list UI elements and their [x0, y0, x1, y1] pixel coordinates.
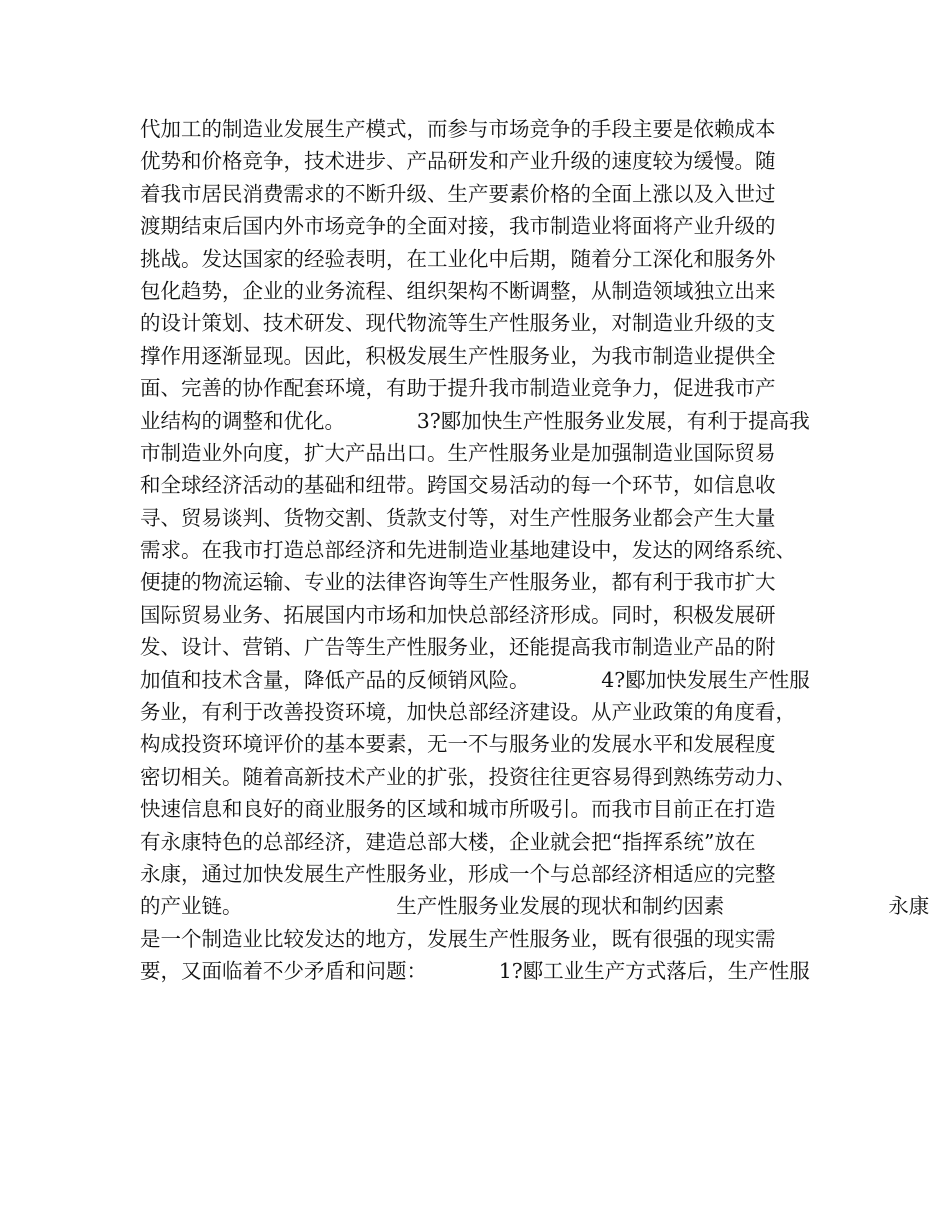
body-text [140, 113, 930, 988]
text-line: 挑战。发达国家的经验表明，在工业化中后期，随着分工深化和服务外 [140, 246, 776, 271]
text-line: 构成投资环境评价的基本要素，无一不与服务业的发展水平和发展程度 [140, 732, 776, 757]
text-line: 的设计策划、技术研发、现代物流等生产性服务业，对制造业升级的支 [140, 311, 776, 336]
text-line: 着我市居民消费需求的不断升级、生产要素价格的全面上涨以及入世过 [140, 181, 776, 206]
text-line: 和全球经济活动的基础和纽带。跨国交易活动的每一个环节，如信息收 [140, 473, 776, 498]
text-line: 要，又面临着不少矛盾和问题： 1?郾工业生产方式落后，生产性服 [140, 959, 810, 984]
text-line: 密切相关。随着高新技术产业的扩张，投资往往更容易得到熟练劳动力、 [140, 764, 796, 789]
text-line: 国际贸易业务、拓展国内市场和加快总部经济形成。同时，积极发展研 [140, 602, 776, 627]
text-line: 寻、贸易谈判、货物交割、货款支付等，对生产性服务业都会产生大量 [140, 505, 776, 530]
text-line: 优势和价格竞争，技术进步、产品研发和产业升级的速度较为缓慢。随 [140, 149, 776, 174]
text-line: 撑作用逐渐显现。因此，积极发展生产性服务业，为我市制造业提供全 [140, 343, 776, 368]
text-line: 渡期结束后国内外市场竞争的全面对接，我市制造业将面将产业升级的 [140, 214, 776, 239]
text-line: 的产业链。 生产性服务业发展的现状和制约因素 永康 [140, 894, 930, 919]
text-line: 永康，通过加快发展生产性服务业，形成一个与总部经济相适应的完整 [140, 861, 776, 886]
text-line: 是一个制造业比较发达的地方，发展生产性服务业，既有很强的现实需 [140, 926, 776, 951]
text-line: 加值和技术含量，降低产品的反倾销风险。 4?郾加快发展生产性服 [140, 667, 810, 692]
text-line: 有永康特色的总部经济，建造总部大楼，企业就会把“指挥系统”放在 [140, 829, 756, 854]
text-line: 面、完善的协作配套环境，有助于提升我市制造业竞争力，促进我市产 [140, 376, 776, 401]
text-line: 业结构的调整和优化。 3?郾加快生产性服务业发展，有利于提高我 [140, 408, 810, 433]
text-line: 务业，有利于改善投资环境，加快总部经济建设。从产业政策的角度看， [140, 700, 796, 725]
text-line: 快速信息和良好的商业服务的区域和城市所吸引。而我市目前正在打造 [140, 797, 776, 822]
text-line: 代加工的制造业发展生产模式，而参与市场竞争的手段主要是依赖成本 [140, 117, 776, 141]
text-line: 发、设计、营销、广告等生产性服务业，还能提高我市制造业产品的附 [140, 635, 776, 660]
text-line: 包化趋势，企业的业务流程、组织架构不断调整，从制造领域独立出来 [140, 278, 776, 303]
text-line: 需求。在我市打造总部经济和先进制造业基地建设中，发达的网络系统、 [140, 538, 796, 563]
text-line: 市制造业外向度，扩大产品出口。生产性服务业是加强制造业国际贸易 [140, 440, 776, 465]
text-line: 便捷的物流运输、专业的法律咨询等生产性服务业，都有利于我市扩大 [140, 570, 776, 595]
